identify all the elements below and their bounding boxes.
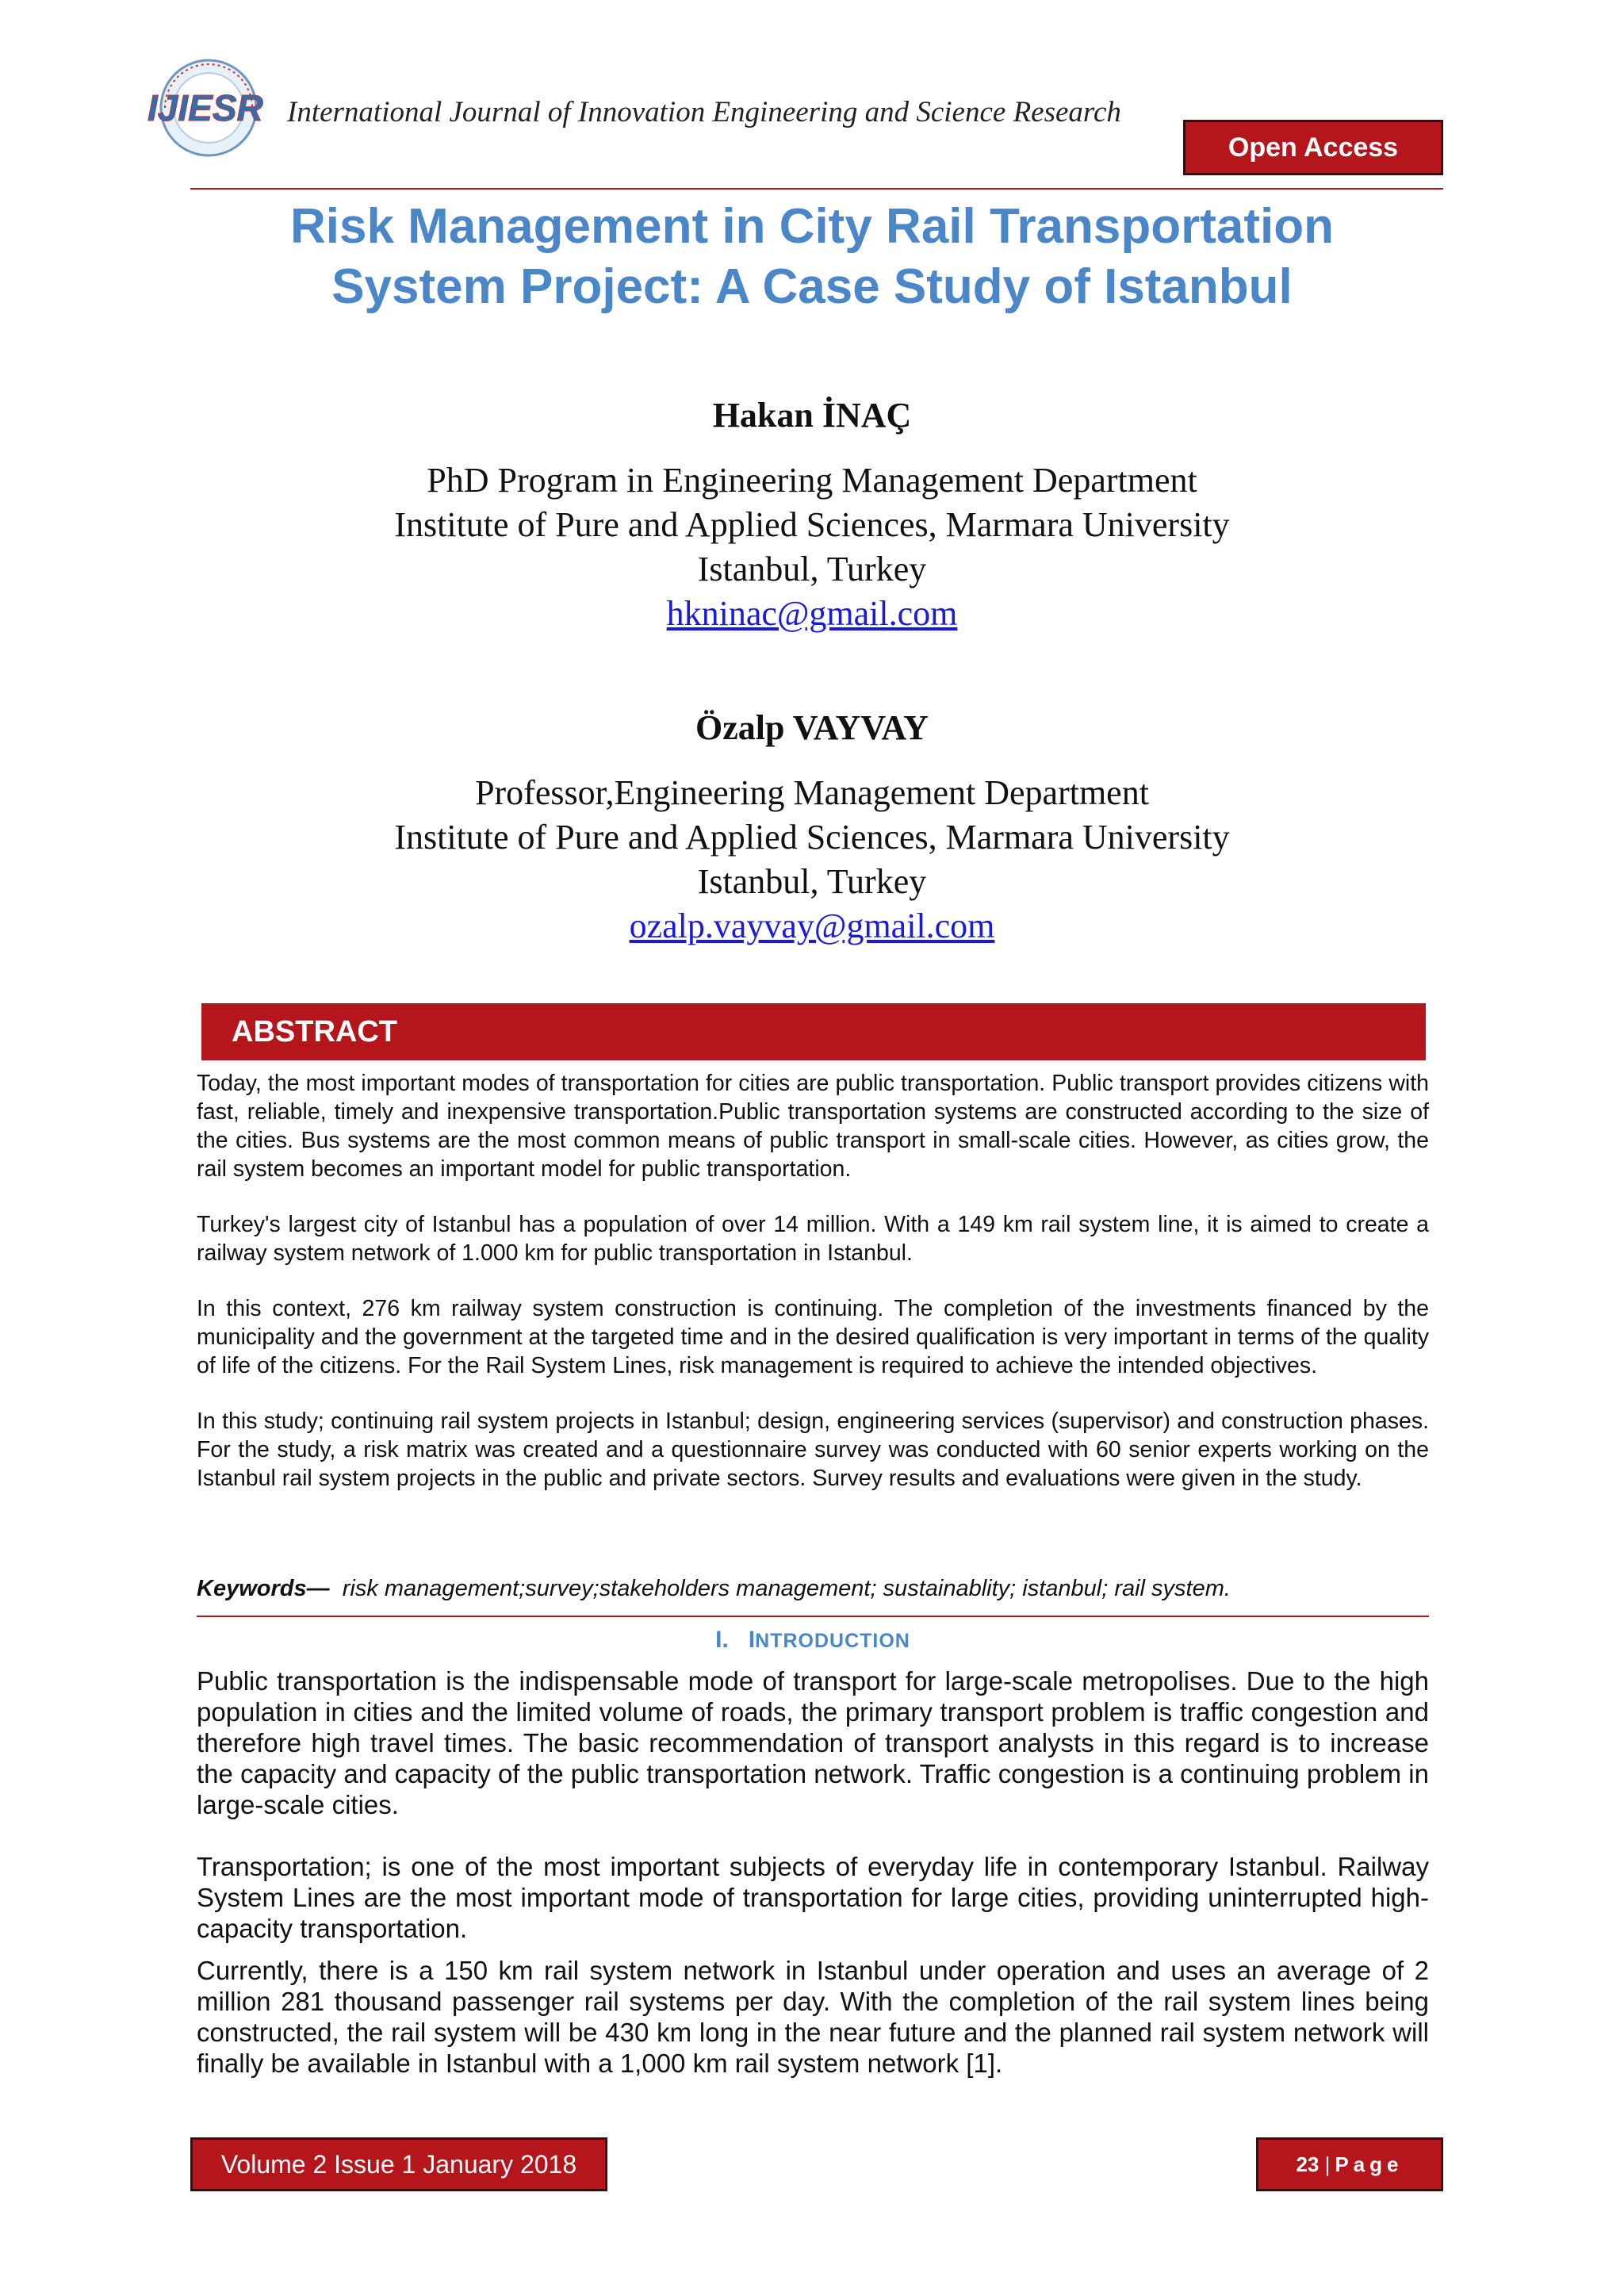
svg-text:IJIESR: IJIESR [147, 87, 263, 128]
journal-logo [133, 51, 284, 170]
abstract-paragraph: In this context, 276 km railway system construction is continuing. The completion of the investments financed by the municipality and the government at the targeted time and in the desired qualification is very important in terms of the quality of life of the citizens. For the Rail System Lines, risk management is required to achieve the intended objectives. [197, 1296, 1429, 1378]
paper-title [159, 197, 1465, 317]
section-heading-introduction [197, 1624, 1429, 1657]
intro-paragraph: Transportation; is one of the most important subjects of everyday life in contemporary Istanbul. Railway System Lines are the most important mode of transportation for large cities, providing uninterrupted high-capacity transportation. [197, 1852, 1429, 1943]
page-separator: | [1324, 2152, 1331, 2176]
title-line-2: System Project: A Case Study of Istanbul [331, 259, 1293, 314]
author-institution: Institute of Pure and Applied Sciences, Marmara University [394, 505, 1230, 544]
author-location: Istanbul, Turkey [697, 862, 927, 901]
author-name: Özalp VAYVAY [695, 708, 929, 747]
section-number: I. [715, 1627, 729, 1653]
section-title-initial: I [748, 1627, 756, 1653]
journal-name: International Journal of Innovation Engineering and Science Research [287, 96, 1121, 128]
author-block-1 [159, 393, 1465, 636]
abstract-paragraph: In this study; continuing rail system projects in Istanbul; design, engineering services (supervisor) and construction phases. For the study, a risk matrix was created and a questionnaire survey was conducted with 60 senior experts working on the Istanbul rail system projects in the public and private sectors. Survey results and evaluations were given in the study. [197, 1409, 1429, 1491]
intro-paragraph: Currently, there is a 150 km rail system network in Istanbul under operation and uses an average of 2 million 281 thousand passenger rail systems per day. With the completion of the rail system lines being constructed, the rail system will be 430 km long in the near future and the planned rail system network will finally be available in Istanbul with a 1,000 km rail system network [1]. [197, 1956, 1429, 2078]
author-affiliation: Professor,Engineering Management Department [475, 773, 1149, 812]
author-email-link[interactable]: ozalp.vayvay@gmail.com [629, 907, 995, 945]
abstract-paragraph: Today, the most important modes of transportation for cities are public transportation. Public transport provides citizens with fast, reliable, timely and inexpensive transportation.Public transportation systems are constructed according to the size of the cities. Bus systems are the most common means of public transport in small-scale cities. However, as cities grow, the rail system becomes an important model for public transportation. [197, 1071, 1429, 1182]
keywords [197, 1574, 1429, 1603]
author-block-2 [159, 706, 1465, 949]
author-institution: Institute of Pure and Applied Sciences, Marmara University [394, 818, 1230, 857]
author-name: Hakan İNAÇ [712, 396, 912, 435]
header-rule [190, 188, 1443, 190]
page-number: 23 [1296, 2152, 1320, 2176]
intro-paragraph: Public transportation is the indispensable mode of transport for large-scale metropolises. Due to the high population in cities and the limited volume of roads, the primary transport problem is traffic congestion and therefore high travel times. The basic recommendation of transport analysts in this regard is to increase the capacity and capacity of the public transportation network. Traffic congestion is a continuing problem in large-scale cities. [197, 1666, 1429, 1819]
footer-page [1256, 2137, 1443, 2191]
keywords-rule [197, 1616, 1429, 1617]
open-access-badge: Open Access [1183, 120, 1443, 175]
page-label: Page [1335, 2152, 1404, 2176]
keywords-label: Keywords— [197, 1576, 330, 1601]
abstract-body [197, 1069, 1429, 1520]
keywords-list: risk management;survey;stakeholders management; sustainablity; istanbul; rail system. [342, 1576, 1231, 1601]
abstract-heading: ABSTRACT [201, 1003, 1426, 1060]
footer-volume: Volume 2 Issue 1 January 2018 [190, 2137, 607, 2191]
author-location: Istanbul, Turkey [697, 550, 927, 588]
author-affiliation: PhD Program in Engineering Management Department [427, 461, 1197, 500]
title-line-1: Risk Management in City Rail Transportation [289, 199, 1335, 254]
section-title-rest: NTRODUCTION [755, 1630, 910, 1652]
author-email-link[interactable]: hkninac@gmail.com [666, 594, 958, 633]
introduction-body [197, 1665, 1429, 2110]
abstract-paragraph: Turkey's largest city of Istanbul has a population of over 14 million. With a 149 km rail system line, it is aimed to create a railway system network of 1.000 km for public transportation in Istanbul. [197, 1212, 1429, 1266]
